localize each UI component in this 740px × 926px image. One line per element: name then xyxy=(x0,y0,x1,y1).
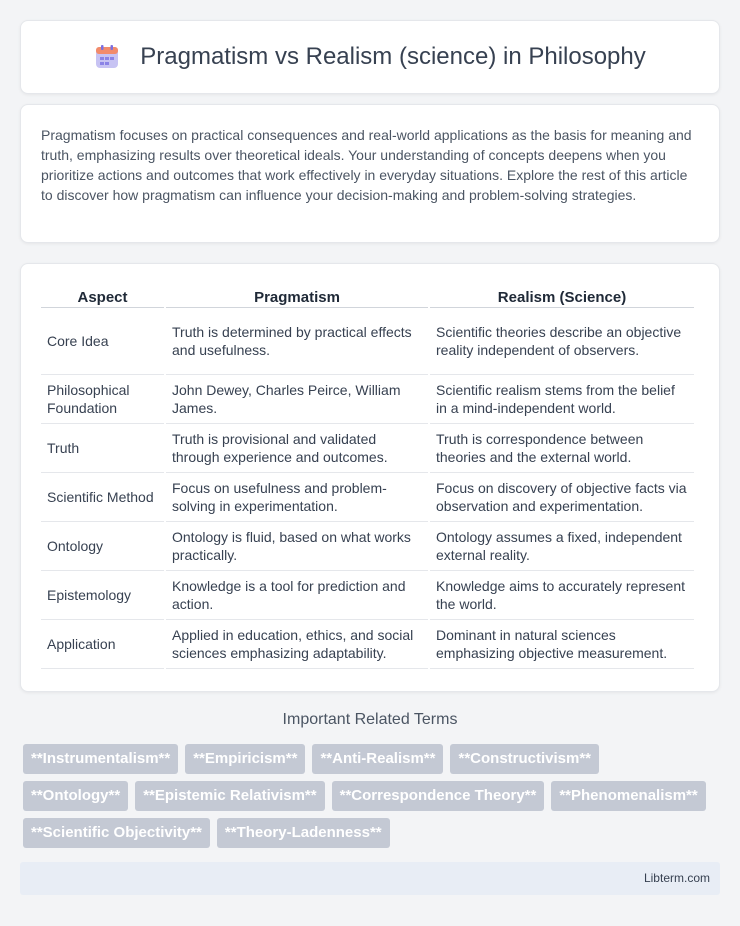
aspect-cell: Truth xyxy=(41,424,164,473)
realism-cell: Dominant in natural sciences emphasizing objective measurement. xyxy=(430,620,694,669)
table-row xyxy=(41,522,694,571)
aspect-cell: Ontology xyxy=(41,522,164,571)
aspect-cell: Philosophical Foundation xyxy=(41,375,164,424)
table-row xyxy=(41,473,694,522)
table-row xyxy=(41,620,694,669)
realism-cell: Scientific realism stems from the belief in a mind-independent world. xyxy=(430,375,694,424)
tag-anti-realism[interactable]: **Anti-Realism** xyxy=(312,744,443,774)
comparison-table xyxy=(39,286,696,669)
tag-empiricism[interactable]: **Empiricism** xyxy=(185,744,305,774)
tag-ontology[interactable]: **Ontology** xyxy=(23,781,128,811)
table-row xyxy=(41,424,694,473)
realism-cell: Focus on discovery of objective facts via observation and experimentation. xyxy=(430,473,694,522)
pragmatism-cell: John Dewey, Charles Peirce, William James. xyxy=(166,375,428,424)
pragmatism-cell: Ontology is fluid, based on what works practically. xyxy=(166,522,428,571)
pragmatism-cell: Knowledge is a tool for prediction and action. xyxy=(166,571,428,620)
tag-instrumentalism[interactable]: **Instrumentalism** xyxy=(23,744,178,774)
realism-cell: Knowledge aims to accurately represent the world. xyxy=(430,571,694,620)
related-terms-tags xyxy=(23,744,723,855)
aspect-cell: Application xyxy=(41,620,164,669)
aspect-cell: Scientific Method xyxy=(41,473,164,522)
pragmatism-cell: Focus on usefulness and problem-solving in experimentation. xyxy=(166,473,428,522)
aspect-cell: Epistemology xyxy=(41,571,164,620)
realism-cell: Scientific theories describe an objective reality independent of observers. xyxy=(430,308,694,375)
comparison-table-card xyxy=(20,263,720,692)
header-card xyxy=(20,20,720,94)
tag-scientific-objectivity[interactable]: **Scientific Objectivity** xyxy=(23,818,210,848)
tag-row xyxy=(23,781,723,811)
table-header-row xyxy=(41,286,694,308)
pragmatism-cell: Truth is provisional and validated through experience and outcomes. xyxy=(166,424,428,473)
column-header-realism: Realism (Science) xyxy=(430,286,694,308)
calendar-icon xyxy=(94,44,120,70)
footer-site-link[interactable]: Libterm.com xyxy=(643,871,710,885)
aspect-cell: Core Idea xyxy=(41,308,164,375)
column-header-pragmatism: Pragmatism xyxy=(166,286,428,308)
intro-text: Pragmatism focuses on practical consequences and real-world applications as the basis for meaning and truth, emphasizing results over theoretical ideals. Your understanding of concepts deepens when you prioritize actions and outcomes that work effectively in everyday situations. Explore the rest of this article to discover how pragmatism can influence your decision-making and problem-solving strategies. xyxy=(41,127,692,203)
tag-row xyxy=(23,744,723,774)
footer xyxy=(20,862,720,895)
tag-phenomenalism[interactable]: **Phenomenalism** xyxy=(551,781,705,811)
tag-theory-ladenness[interactable]: **Theory-Ladenness** xyxy=(217,818,390,848)
table-row xyxy=(41,308,694,375)
tag-correspondence-theory[interactable]: **Correspondence Theory** xyxy=(332,781,545,811)
tag-row xyxy=(23,818,723,848)
table-row xyxy=(41,375,694,424)
tag-epistemic-relativism[interactable]: **Epistemic Relativism** xyxy=(135,781,324,811)
table-row xyxy=(41,571,694,620)
realism-cell: Ontology assumes a fixed, independent external reality. xyxy=(430,522,694,571)
page-title: Pragmatism vs Realism (science) in Philosophy xyxy=(140,43,646,70)
pragmatism-cell: Truth is determined by practical effects and usefulness. xyxy=(166,308,428,375)
tag-constructivism[interactable]: **Constructivism** xyxy=(450,744,599,774)
related-terms-heading: Important Related Terms xyxy=(282,711,458,728)
intro-card xyxy=(20,104,720,243)
column-header-aspect: Aspect xyxy=(41,286,164,308)
pragmatism-cell: Applied in education, ethics, and social sciences emphasizing adaptability. xyxy=(166,620,428,669)
realism-cell: Truth is correspondence between theories and the external world. xyxy=(430,424,694,473)
